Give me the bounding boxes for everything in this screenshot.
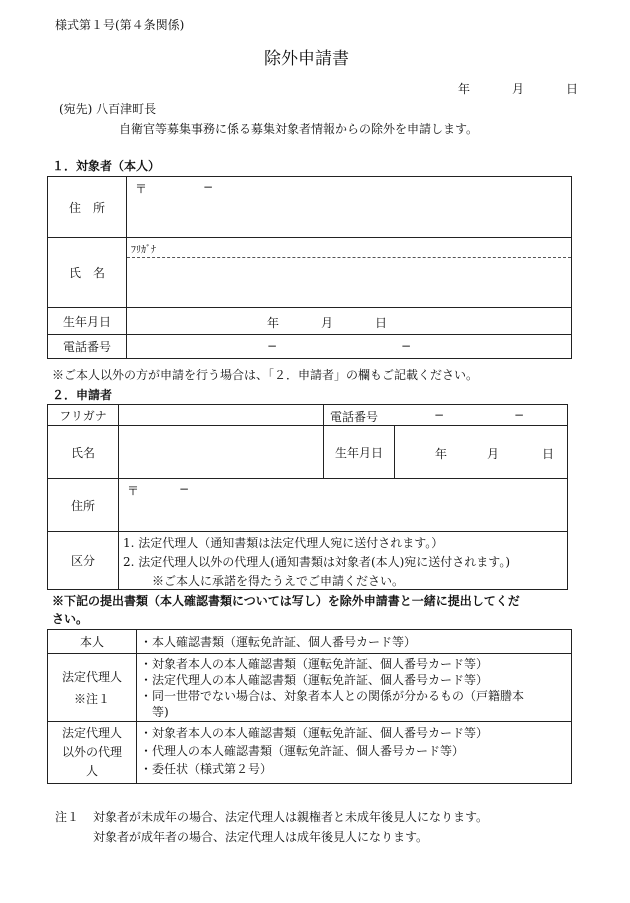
doc-item: 等) [140, 705, 169, 719]
doc-row-label [48, 722, 137, 784]
applicant-name-field[interactable] [119, 426, 324, 479]
footnote-line1: 対象者が未成年の場合、法定代理人は親権者と未成年後見人になります。 [93, 810, 489, 824]
applicant-furigana-label: フリガナ [48, 405, 119, 426]
doc-item: ・対象者本人の本人確認書類（運転免許証、個人番号カード等） [140, 657, 489, 671]
name-field[interactable] [127, 238, 572, 308]
phone-dash-2: − [401, 339, 412, 353]
doc-label-line: 以外の代理 [61, 745, 122, 759]
doc-row-items [137, 722, 572, 784]
birth-year: 年 [267, 316, 280, 330]
addressee: (宛先) 八百津町長 [59, 102, 157, 116]
birth-label: 生年月日 [48, 308, 127, 335]
target-person-table [47, 176, 572, 359]
address-field[interactable] [127, 177, 572, 238]
documents-table [47, 629, 572, 784]
category-option-2[interactable]: 2. 法定代理人以外の代理人(通知書類は対象者(本人)宛に送付されます。) [123, 555, 511, 569]
applicant-birth-month: 月 [487, 447, 500, 461]
date-year-label: 年 [458, 82, 471, 96]
doc-row-items [137, 654, 572, 722]
applicant-postal-mark: 〒 [127, 484, 140, 498]
address-label: 住 所 [48, 177, 127, 238]
applicant-phone-dash-1: − [434, 408, 445, 422]
documents-heading-line1: ※下記の提出書類（本人確認書類については写し）を除外申請書と一緒に提出してくだ [52, 594, 520, 608]
date-month-label: 月 [512, 82, 525, 96]
applicant-address-field[interactable] [119, 479, 568, 532]
doc-item: ・対象者本人の本人確認書類（運転免許証、個人番号カード等） [140, 726, 489, 740]
furigana-label: ﾌﾘｶﾞﾅ [131, 245, 156, 256]
applicant-birth-day: 日 [542, 447, 555, 461]
doc-item: ・法定代理人の本人確認書類（運転免許証、個人番号カード等） [140, 673, 489, 687]
applicant-furigana-field[interactable] [119, 405, 324, 426]
birth-month: 月 [321, 316, 334, 330]
applicant-table [47, 404, 568, 590]
applicant-phone-label: 電話番号 [330, 410, 379, 424]
doc-row-items [137, 630, 572, 654]
doc-item: ・同一世帯でない場合は、対象者本人との関係が分かるもの（戸籍謄本 [140, 689, 525, 703]
doc-label-line: 人 [85, 764, 98, 778]
footnote-label: 注１ [55, 810, 80, 824]
phone-dash-1: − [267, 339, 278, 353]
form-number: 様式第１号(第４条関係) [55, 18, 185, 32]
postal-mark: 〒 [135, 182, 148, 196]
phone-label: 電話番号 [48, 335, 127, 359]
documents-heading-line2: さい。 [52, 612, 89, 626]
doc-item: ・代理人の本人確認書類（運転免許証、個人番号カード等） [140, 744, 465, 758]
postal-dash: − [203, 180, 214, 194]
category-label: 区分 [48, 532, 119, 590]
section1-heading: １．対象者（本人） [52, 159, 161, 173]
name-label: 氏 名 [48, 238, 127, 308]
applicant-postal-dash: − [179, 482, 190, 496]
section1-note: ※ご本人以外の方が申請を行う場合は、「２．申請者」の欄もご記載ください。 [52, 368, 479, 382]
applicant-birth-year: 年 [435, 447, 448, 461]
page-title: 除外申請書 [264, 49, 349, 69]
category-field [119, 532, 568, 590]
phone-field[interactable] [127, 335, 572, 359]
statement: 自衛官等募集事務に係る募集対象者情報からの除外を申請します。 [119, 122, 479, 136]
furigana-field[interactable] [127, 238, 571, 258]
birth-day: 日 [375, 316, 388, 330]
applicant-address-label: 住所 [48, 479, 119, 532]
doc-row-label [48, 654, 137, 722]
applicant-birth-label: 生年月日 [324, 426, 395, 479]
doc-item: ・本人確認書類（運転免許証、個人番号カード等） [140, 635, 417, 649]
section2-heading: ２．申請者 [52, 388, 113, 402]
date-day-label: 日 [566, 82, 579, 96]
applicant-birth-field[interactable] [395, 426, 568, 479]
birth-field[interactable] [127, 308, 572, 335]
doc-row-label: 本人 [48, 630, 137, 654]
category-note: ※ご本人に承諾を得たうえでご申請ください。 [152, 574, 405, 588]
applicant-phone-dash-2: − [514, 408, 525, 422]
applicant-name-label: 氏名 [48, 426, 119, 479]
doc-item: ・委任状（様式第２号） [140, 762, 273, 776]
footnote-line2: 対象者が成年者の場合、法定代理人は成年後見人になります。 [93, 830, 429, 844]
doc-label-line: 法定代理人 [61, 726, 122, 740]
category-option-1[interactable]: 1. 法定代理人（通知書類は法定代理人宛に送付されます。） [123, 536, 444, 550]
doc-label-line: ※注１ [73, 691, 110, 706]
applicant-phone-field[interactable] [324, 405, 568, 426]
doc-label-line: 法定代理人 [61, 669, 122, 684]
